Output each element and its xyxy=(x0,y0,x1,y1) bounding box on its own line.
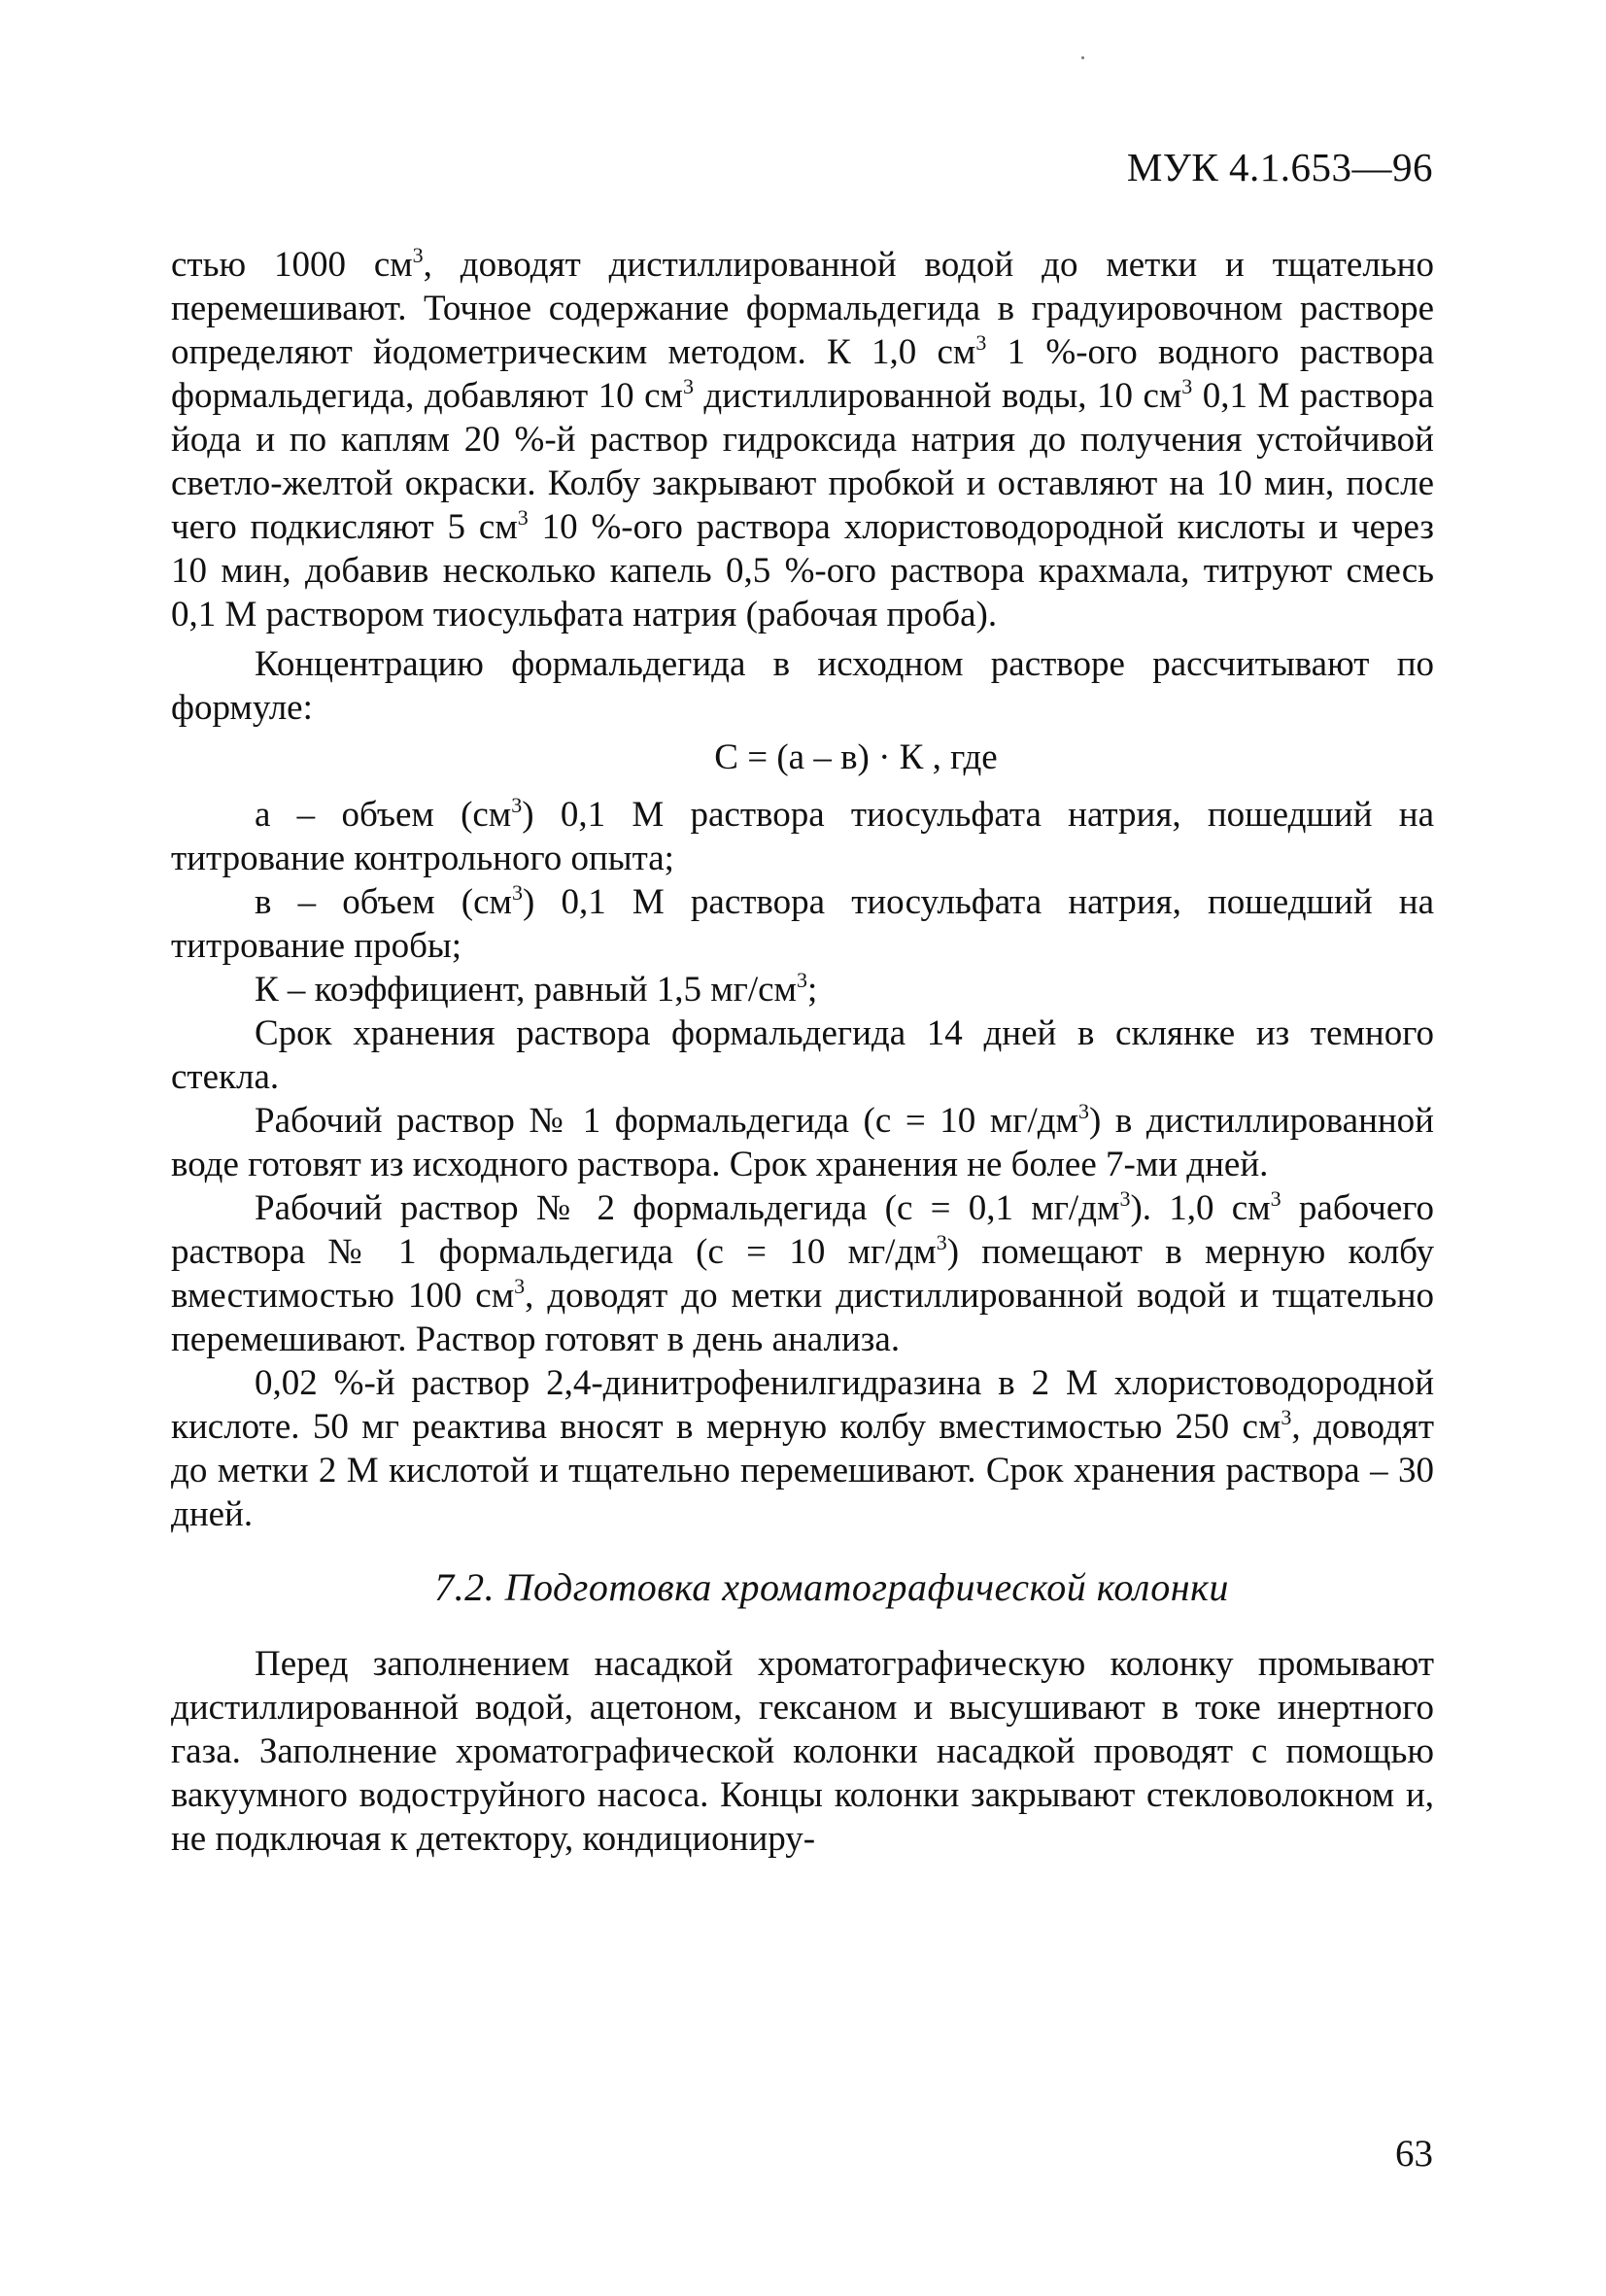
text-run: ) помещают в мерную колбу вместимостью 100 см xyxy=(171,1232,1434,1316)
superscript: 3 xyxy=(517,505,529,530)
text-run: 10 %-ого раствора хлористоводородной кислоты и через 10 мин, добавив несколько капель 0,5 %-ого раствора крахмала, титруют смесь 0,1 М раствором тиосульфата натрия (рабочая проба). xyxy=(171,507,1434,634)
text-run: 1 %-ого водного раствора формальдегида, добавляют 10 см xyxy=(171,332,1434,416)
text-run: ) 0,1 М раствора тиосульфата натрия, пошедший на титрование пробы; xyxy=(171,882,1434,966)
body-text xyxy=(171,243,1434,1861)
page-number: 63 xyxy=(1395,2133,1433,2175)
text-run: Рабочий раствор № 1 формальдегида (с = 10 мг/дм xyxy=(255,1101,1078,1141)
text-run: рабочего раствора № 1 формальдегида (с = 10 мг/дм xyxy=(171,1188,1435,1272)
paragraph-storage: Срок хранения раствора формальдегида 14 дней в склянке из темного стекла. xyxy=(171,1013,1434,1097)
text-run: К – коэффициент, равный 1,5 мг/см xyxy=(255,970,797,1010)
superscript: 3 xyxy=(1077,1099,1089,1123)
text-run: , доводят до метки дистиллированной водой и тщательно перемешивают. Раствор готовят в день анализа. xyxy=(171,1276,1434,1359)
text-run: ) в дистиллированной воде готовят из исходного раствора. Срок хранения не более 7-ми дней. xyxy=(171,1101,1434,1184)
superscript: 3 xyxy=(514,1274,526,1298)
section-heading: 7.2. Подготовка хроматографической колонки xyxy=(434,1565,1229,1609)
superscript: 3 xyxy=(1281,1405,1292,1429)
superscript: 3 xyxy=(511,793,523,817)
text-run: , доводят до метки 2 М кислотой и тщательно перемешивают. Срок хранения раствора – 30 дней. xyxy=(171,1407,1434,1534)
definition-a xyxy=(171,793,1434,880)
text-run: ; xyxy=(806,970,818,1010)
paragraph-concentration: Концентрацию формальдегида в исходном растворе рассчитывают по формуле: xyxy=(171,644,1434,728)
paragraph-iodometric-method xyxy=(171,243,1434,636)
text-run: ). 1,0 см xyxy=(1130,1188,1271,1228)
paragraph-working-solution-1 xyxy=(171,1099,1434,1186)
formula: С = (а – в) · К , где xyxy=(714,737,998,777)
text-run: , доводят дистиллированной водой до метки и тщательно перемешивают. Точное содержание формальдегида в градуировочном растворе определяют йодометрическим методом. К 1,0 см xyxy=(171,245,1434,372)
text-run: в – объем (см xyxy=(255,882,512,922)
superscript: 3 xyxy=(511,880,523,905)
document-code: МУК 4.1.653—96 xyxy=(1126,145,1433,189)
text-run: дистиллированной воды, 10 см xyxy=(693,376,1182,416)
superscript: 3 xyxy=(1270,1186,1281,1211)
text-run: стью 1000 см xyxy=(171,245,413,285)
paragraph-column-preparation: Перед заполнением насадкой хроматографическую колонку промывают дистиллированной водой, ацетоном, гексаном и высушивают в токе инертного газа. Заполнение хроматографической колонки насадкой проводят с помощью вакуумного водоструйного насоса. Концы колонки закрывают стекловолокном и, не подключая к детектору, кондициониру- xyxy=(171,1644,1434,1859)
superscript: 3 xyxy=(975,330,987,355)
superscript: 3 xyxy=(412,243,424,267)
superscript: 3 xyxy=(1181,374,1193,398)
text-run: 0,1 М раствора йода и по каплям 20 %-й раствор гидроксида натрия до получения устойчивой светло-желтой окраски. Колбу закрывают пробкой и оставляют на 10 мин, после чего подкисляют 5 см xyxy=(171,376,1434,547)
paragraph-dnph-solution xyxy=(171,1361,1434,1536)
superscript: 3 xyxy=(936,1230,947,1254)
text-run: Рабочий раствор № 2 формальдегида (с = 0,1 мг/дм xyxy=(255,1188,1120,1228)
superscript: 3 xyxy=(1119,1186,1131,1211)
definition-k xyxy=(171,968,1434,1011)
text-run: ) 0,1 М раствора тиосульфата натрия, пошедший на титрование контрольного опыта; xyxy=(171,795,1435,878)
scan-speck xyxy=(1081,56,1084,59)
paragraph-working-solution-2 xyxy=(171,1186,1434,1361)
superscript: 3 xyxy=(682,374,694,398)
superscript: 3 xyxy=(796,968,807,992)
definition-b xyxy=(171,880,1434,968)
text-run: а – объем (см xyxy=(255,795,512,835)
text-run: 0,02 %-й раствор 2,4-динитрофенилгидразина в 2 М хлористоводородной кислоте. 50 мг реактива вносят в мерную колбу вместимостью 250 см xyxy=(171,1363,1434,1447)
